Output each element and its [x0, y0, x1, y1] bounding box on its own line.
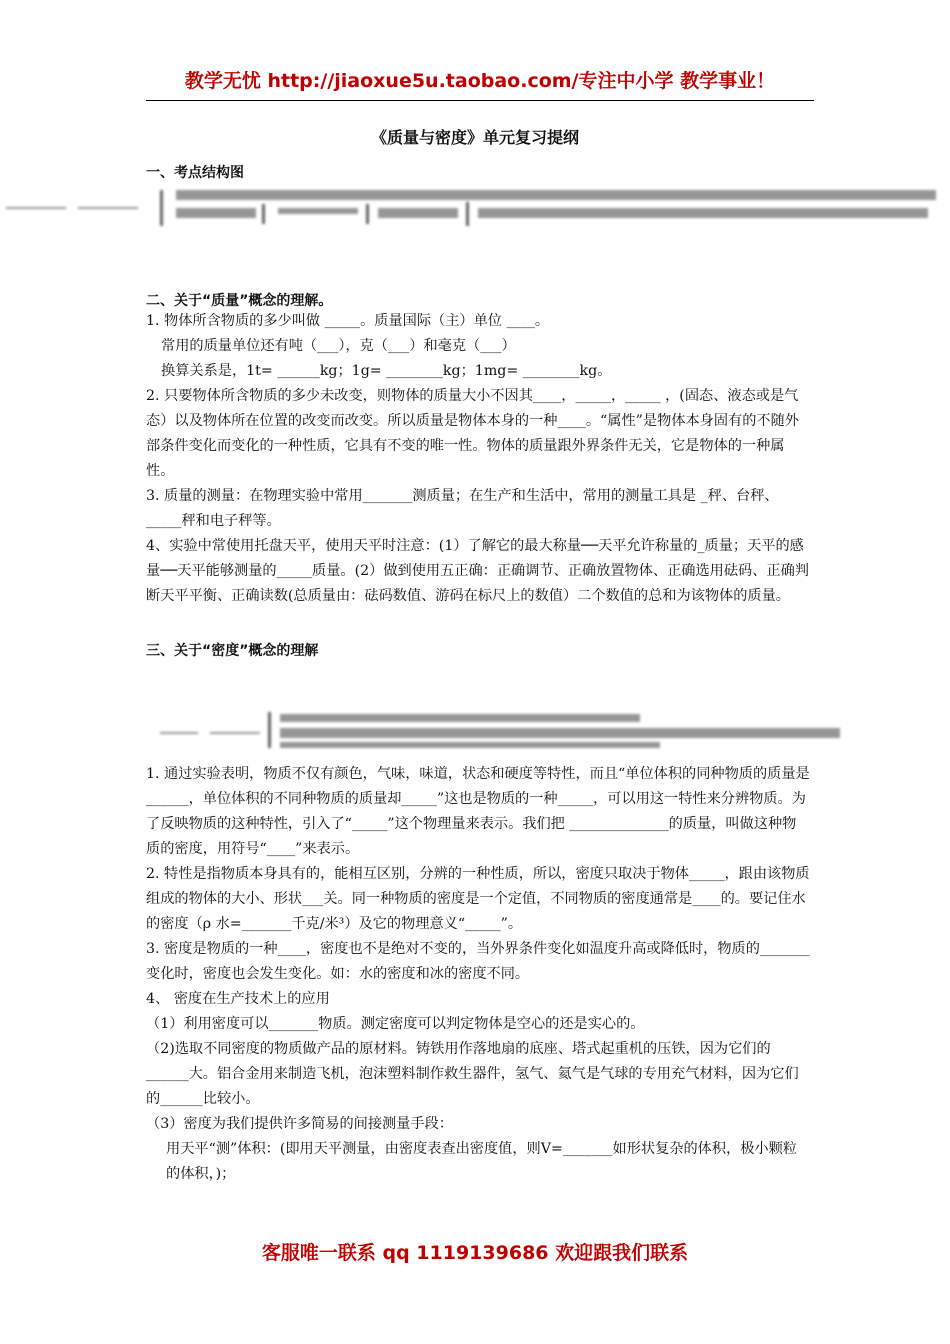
page-header-banner: 教学无忧 http://jiaoxue5u.taobao.com/专注中小学 教学事业！: [146, 66, 814, 101]
mass-item-4: 4、实验中常使用托盘天平，使用天平时注意：(1）了解它的最大称量──天平允许称量的_质量；天平的感量──天平能够测量的_____质量。(2）做到使用五正确：正确调节、正确放置物体、正确选用砝码、正确判断天平平衡、正确读数(总质量由：砝码数值、游码在标尺上的数值）二个数值的总和为该物体的质量。: [146, 538, 809, 604]
mass-conversion-line: 换算关系是，1t= ______kg；1g= ________kg；1mg= ________kg。: [161, 363, 612, 379]
page-footer-contact: 客服唯一联系 qq 1119139686 欢迎跟我们联系: [261, 1242, 689, 1264]
mass-section-body: [146, 309, 810, 609]
mass-item-1: 1. 物体所含物质的多少叫做 _____。质量国际（主）单位 ____。: [146, 313, 550, 329]
density-section-body: [146, 762, 810, 1187]
density-item-3: 3. 密度是物质的一种____，密度也不是绝对不变的，当外界条件变化如温度升高或降低时，物质的_______变化时，密度也会发生变化。如：水的密度和冰的密度不同。: [146, 941, 810, 982]
density-application-2: （2)选取不同密度的物质做产品的原材料。铸铁用作落地扇的底座、塔式起重机的压铁，因为它们的______大。铝合金用来制造飞机，泡沫塑料制作救生器件，氢气、氦气是气球的专用充气材料，因为它们的______比较小。: [146, 1041, 799, 1107]
density-diagram-image: [150, 708, 850, 752]
mass-item-3: 3. 质量的测量：在物理实验中常用_______测质量；在生产和生活中，常用的测量工具是 _秤、台秤、 _____秤和电子秤等。: [146, 488, 779, 529]
mass-item-2: 2. 只要物体所含物质的多少未改变，则物体的质量大小不因其____，_____，_____ ，(固态、液态或是气态）以及物体所在位置的改变而改变。所以质量是物体本身的一种____。“属性”是物体本身固有的不随外部条件变化而变化的一种性质，它具有不变的唯一性。物体的质量跟外界条件无关，它是物体的一种属性。: [146, 388, 799, 479]
section-heading-mass: 二、关于“质量”概念的理解。: [146, 293, 333, 309]
density-application-1: （1）利用密度可以_______物质。测定密度可以判定物体是空心的还是实心的。: [146, 1016, 645, 1032]
section-heading-structure: 一、考点结构图: [146, 165, 244, 181]
mass-units-line: 常用的质量单位还有吨（___），克（___）和毫克（___）: [161, 338, 516, 354]
document-title: 《质量与密度》单元复习提纲: [370, 128, 579, 147]
density-item-1: 1. 通过实验表明，物质不仅有颜色，气味，味道，状态和硬度等特性，而且“单位体积的同种物质的质量是______，单位体积的不同种物质的质量却_____”这也是物质的一种_____，可以用这一特性来分辨物质。为了反映物质的这种特性，引入了“_____”这个物理量来表示。我们把 ______________的质量，叫做这种物质的密度，用符号“____”来表示。: [146, 766, 810, 857]
density-application-3: （3）密度为我们提供许多简易的间接测量手段：: [146, 1116, 453, 1132]
density-item-4-heading: 4、 密度在生产技术上的应用: [146, 991, 330, 1007]
structure-diagram-image: [0, 182, 950, 232]
section-heading-density: 三、关于“密度”概念的理解: [146, 643, 319, 659]
density-item-2: 2. 特性是指物质本身具有的，能相互区别，分辨的一种性质，所以，密度只取决于物体_____，跟由该物质组成的物体的大小、形状___关。同一种物质的密度是一个定值，不同物质的密度通常是____的。要记住水的密度（ρ 水=_______千克/米³）及它的物理意义“_____”。: [146, 866, 810, 932]
density-application-3-detail: 用天平“测”体积：(即用天平测量，由密度表查出密度值，则V=_______如形状复杂的体积，极小颗粒的体积，)；: [166, 1141, 797, 1182]
